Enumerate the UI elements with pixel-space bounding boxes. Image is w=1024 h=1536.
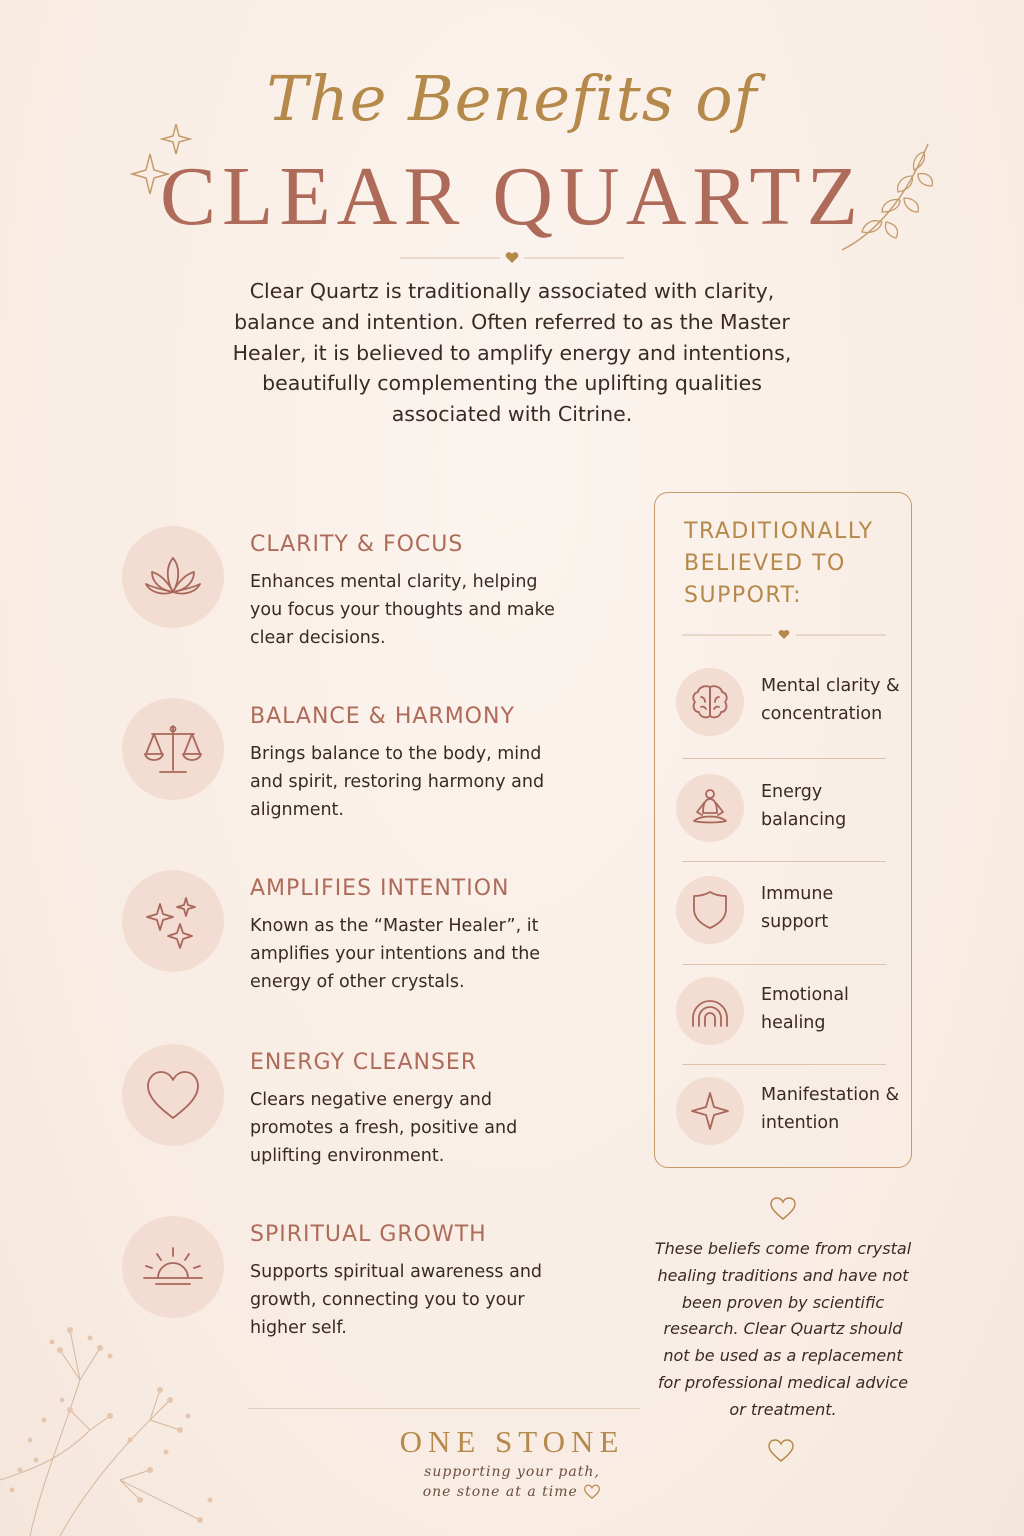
benefit-title: ENERGY CLEANSER bbox=[250, 1050, 478, 1075]
star-sparkle-icon bbox=[687, 1088, 733, 1134]
meditation-icon bbox=[687, 785, 733, 831]
benefit-title: CLARITY & FOCUS bbox=[250, 532, 464, 557]
shield-icon bbox=[687, 887, 733, 933]
sunrise-icon bbox=[140, 1234, 206, 1300]
brain-icon bbox=[687, 679, 733, 725]
icon-circle bbox=[122, 698, 224, 800]
icon-circle bbox=[122, 1044, 224, 1146]
support-item-emotional bbox=[676, 975, 896, 1047]
support-item-label: Immune support bbox=[761, 884, 834, 932]
icon-circle bbox=[122, 526, 224, 628]
icon-circle bbox=[676, 774, 744, 842]
icon-circle bbox=[676, 977, 744, 1045]
support-item-label: Emotional healing bbox=[761, 985, 849, 1033]
support-separator bbox=[682, 861, 886, 862]
benefit-cleanser bbox=[122, 1044, 582, 1184]
benefit-description: Clears negative energy and promotes a fresh, positive and uplifting environment. bbox=[250, 1090, 518, 1166]
tagline-heart-icon bbox=[583, 1484, 601, 1500]
benefit-title: BALANCE & HARMONY bbox=[250, 704, 515, 729]
support-divider bbox=[682, 628, 886, 642]
support-item-manifestation bbox=[676, 1075, 900, 1147]
support-item-mental-clarity bbox=[676, 666, 900, 738]
heart-outline-icon bbox=[769, 1196, 797, 1222]
disclaimer-text: These beliefs come from crystal healing traditions and have not been proven by scientific research. Clear Quartz should not be used as a replacement for professional medical advice or treatment. bbox=[654, 1239, 912, 1419]
support-item-immune bbox=[676, 874, 896, 946]
title-divider bbox=[400, 250, 624, 266]
support-heading: TRADITIONALLY BELIEVED TO SUPPORT: bbox=[684, 519, 874, 608]
brand-name: ONE STONE bbox=[399, 1424, 625, 1459]
tagline-line-1: supporting your path, bbox=[424, 1464, 600, 1480]
benefit-clarity bbox=[122, 526, 582, 666]
icon-circle bbox=[676, 876, 744, 944]
benefit-description: Enhances mental clarity, helping you focus your thoughts and make clear decisions. bbox=[250, 572, 555, 648]
support-separator bbox=[682, 758, 886, 759]
support-item-label: Mental clarity & concentration bbox=[761, 676, 900, 724]
benefit-description: Supports spiritual awareness and growth, connecting you to your higher self. bbox=[250, 1262, 543, 1338]
benefit-title: SPIRITUAL GROWTH bbox=[250, 1222, 487, 1247]
brand-tagline bbox=[0, 1462, 1024, 1502]
script-title: The Benefits of bbox=[266, 62, 758, 135]
intro-paragraph: Clear Quartz is traditionally associated with clarity, balance and intention. Often referred to as the Master Healer, it is believed to amplify energy and intentions, beautifully complementing the uplifting qualities associated with Citrine. bbox=[232, 279, 792, 427]
rainbow-icon bbox=[687, 988, 733, 1034]
icon-circle bbox=[122, 1216, 224, 1318]
heart-icon bbox=[140, 1062, 206, 1128]
icon-circle bbox=[676, 1077, 744, 1145]
benefit-title: AMPLIFIES INTENTION bbox=[250, 876, 510, 901]
benefit-balance bbox=[122, 698, 582, 838]
sparkles-icon bbox=[140, 888, 206, 954]
lotus-icon bbox=[140, 544, 206, 610]
tagline-line-2-text: one stone at a time bbox=[422, 1484, 578, 1500]
support-item-label: Manifestation & intention bbox=[761, 1085, 900, 1133]
support-separator bbox=[682, 1064, 886, 1065]
icon-circle bbox=[676, 668, 744, 736]
support-item-energy-balancing bbox=[676, 772, 896, 844]
benefit-description: Brings balance to the body, mind and spirit, restoring harmony and alignment. bbox=[250, 744, 545, 820]
page-title: CLEAR QUARTZ bbox=[160, 150, 864, 243]
footer-divider bbox=[248, 1408, 640, 1409]
scales-icon bbox=[140, 716, 206, 782]
benefit-intention bbox=[122, 870, 582, 1010]
tagline-line-2 bbox=[0, 1482, 1024, 1502]
support-item-label: Energy balancing bbox=[761, 782, 847, 830]
icon-circle bbox=[122, 870, 224, 972]
benefit-description: Known as the “Master Healer”, it amplifies your intentions and the energy of other crystals. bbox=[250, 916, 541, 992]
support-separator bbox=[682, 964, 886, 965]
